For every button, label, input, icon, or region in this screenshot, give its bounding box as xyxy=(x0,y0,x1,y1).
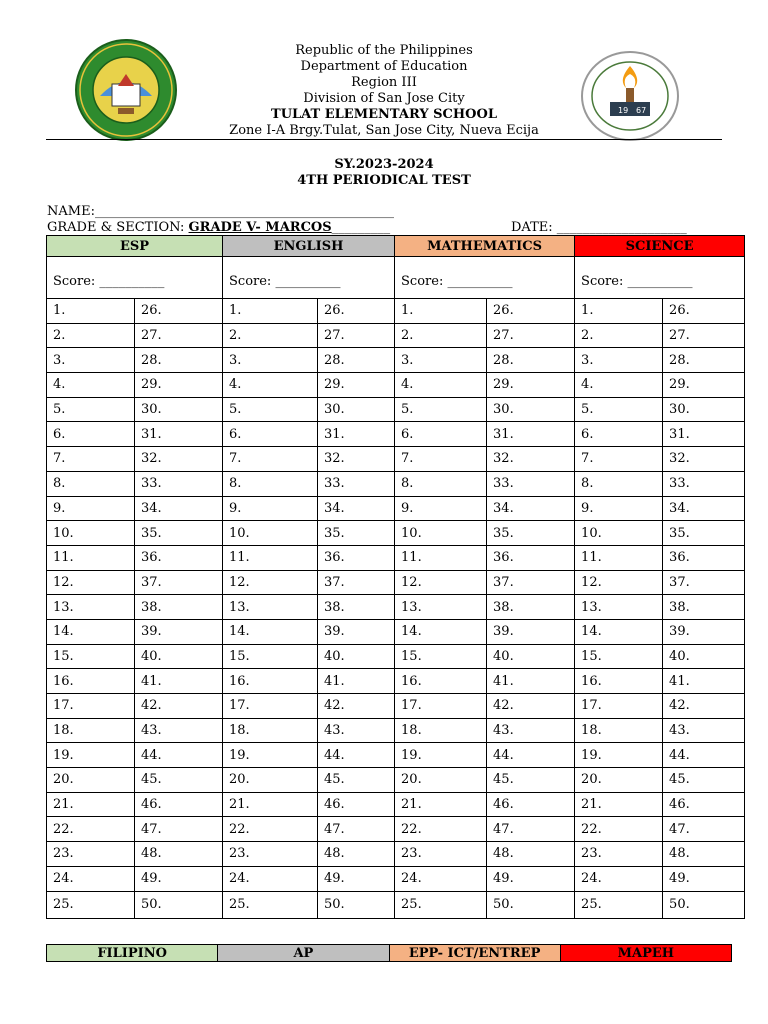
answer-cell-esp-45[interactable]: 45. xyxy=(135,768,223,793)
answer-cell-mathematics-3[interactable]: 3. xyxy=(395,348,487,373)
answer-cell-mathematics-46[interactable]: 46. xyxy=(487,792,575,817)
grade-section-field xyxy=(47,220,390,235)
answer-cell-mathematics-17[interactable]: 17. xyxy=(395,694,487,719)
answer-cell-science-48[interactable]: 48. xyxy=(663,842,745,867)
answer-cell-esp-26[interactable]: 26. xyxy=(135,299,223,324)
answer-cell-science-10[interactable]: 10. xyxy=(575,521,663,546)
answer-cell-esp-41[interactable]: 41. xyxy=(135,669,223,694)
answer-cell-esp-27[interactable]: 27. xyxy=(135,323,223,348)
answer-cell-esp-25[interactable]: 25. xyxy=(47,891,135,918)
answer-cell-english-43[interactable]: 43. xyxy=(318,718,395,743)
answer-cell-english-16[interactable]: 16. xyxy=(223,669,318,694)
answer-cell-mathematics-7[interactable]: 7. xyxy=(395,447,487,472)
answer-cell-english-45[interactable]: 45. xyxy=(318,768,395,793)
answer-row xyxy=(47,570,745,595)
answer-cell-esp-40[interactable]: 40. xyxy=(135,644,223,669)
footer-subject-ap: AP xyxy=(218,945,389,962)
answer-cell-mathematics-35[interactable]: 35. xyxy=(487,521,575,546)
answer-cell-esp-7[interactable]: 7. xyxy=(47,447,135,472)
answer-row xyxy=(47,471,745,496)
subject-header-science: SCIENCE xyxy=(575,236,745,257)
answer-cell-english-37[interactable]: 37. xyxy=(318,570,395,595)
answer-cell-mathematics-26[interactable]: 26. xyxy=(487,299,575,324)
answer-cell-esp-2[interactable]: 2. xyxy=(47,323,135,348)
answer-cell-english-5[interactable]: 5. xyxy=(223,397,318,422)
answer-cell-mathematics-9[interactable]: 9. xyxy=(395,496,487,521)
name-field[interactable] xyxy=(47,204,394,219)
answer-cell-mathematics-12[interactable]: 12. xyxy=(395,570,487,595)
answer-cell-science-50[interactable]: 50. xyxy=(663,891,745,918)
answer-row xyxy=(47,792,745,817)
answer-cell-english-3[interactable]: 3. xyxy=(223,348,318,373)
answer-cell-english-21[interactable]: 21. xyxy=(223,792,318,817)
answer-cell-science-30[interactable]: 30. xyxy=(663,397,745,422)
answer-cell-mathematics-31[interactable]: 31. xyxy=(487,422,575,447)
answer-cell-mathematics-45[interactable]: 45. xyxy=(487,768,575,793)
answer-cell-english-18[interactable]: 18. xyxy=(223,718,318,743)
answer-cell-mathematics-1[interactable]: 1. xyxy=(395,299,487,324)
answer-cell-science-2[interactable]: 2. xyxy=(575,323,663,348)
answer-cell-science-35[interactable]: 35. xyxy=(663,521,745,546)
answer-cell-science-11[interactable]: 11. xyxy=(575,545,663,570)
subject-header-mathematics: MATHEMATICS xyxy=(395,236,575,257)
answer-cell-english-33[interactable]: 33. xyxy=(318,471,395,496)
answer-cell-esp-48[interactable]: 48. xyxy=(135,842,223,867)
answer-row xyxy=(47,521,745,546)
answer-cell-science-42[interactable]: 42. xyxy=(663,694,745,719)
answer-cell-esp-42[interactable]: 42. xyxy=(135,694,223,719)
score-field-esp[interactable]: Score: __________ xyxy=(47,257,223,299)
name-blank: ______________________________________________ xyxy=(94,204,394,219)
answer-cell-mathematics-37[interactable]: 37. xyxy=(487,570,575,595)
answer-cell-science-7[interactable]: 7. xyxy=(575,447,663,472)
answer-cell-mathematics-4[interactable]: 4. xyxy=(395,373,487,398)
answer-cell-english-10[interactable]: 10. xyxy=(223,521,318,546)
answer-cell-english-34[interactable]: 34. xyxy=(318,496,395,521)
answer-cell-esp-3[interactable]: 3. xyxy=(47,348,135,373)
grade-label: GRADE & SECTION: xyxy=(47,220,189,235)
answer-cell-science-26[interactable]: 26. xyxy=(663,299,745,324)
answer-cell-science-40[interactable]: 40. xyxy=(663,644,745,669)
answer-cell-mathematics-40[interactable]: 40. xyxy=(487,644,575,669)
grade-value: GRADE V- MARCOS xyxy=(188,220,332,235)
answer-cell-english-15[interactable]: 15. xyxy=(223,644,318,669)
answer-cell-mathematics-18[interactable]: 18. xyxy=(395,718,487,743)
name-label: NAME: xyxy=(47,204,95,219)
answer-cell-esp-35[interactable]: 35. xyxy=(135,521,223,546)
score-field-mathematics[interactable]: Score: __________ xyxy=(395,257,575,299)
answer-cell-english-30[interactable]: 30. xyxy=(318,397,395,422)
answer-cell-english-29[interactable]: 29. xyxy=(318,373,395,398)
answer-cell-esp-31[interactable]: 31. xyxy=(135,422,223,447)
answer-row xyxy=(47,496,745,521)
answer-row xyxy=(47,694,745,719)
answer-cell-esp-15[interactable]: 15. xyxy=(47,644,135,669)
school-header xyxy=(160,43,608,139)
answer-cell-esp-8[interactable]: 8. xyxy=(47,471,135,496)
answer-cell-mathematics-21[interactable]: 21. xyxy=(395,792,487,817)
answer-cell-science-36[interactable]: 36. xyxy=(663,545,745,570)
header-department: Department of Education xyxy=(300,59,468,74)
answer-cell-english-40[interactable]: 40. xyxy=(318,644,395,669)
answer-row xyxy=(47,743,745,768)
answer-cell-mathematics-34[interactable]: 34. xyxy=(487,496,575,521)
tulat-school-seal xyxy=(578,48,682,144)
answer-cell-science-5[interactable]: 5. xyxy=(575,397,663,422)
answer-cell-mathematics-8[interactable]: 8. xyxy=(395,471,487,496)
answer-cell-esp-13[interactable]: 13. xyxy=(47,595,135,620)
answer-cell-mathematics-43[interactable]: 43. xyxy=(487,718,575,743)
answer-cell-science-13[interactable]: 13. xyxy=(575,595,663,620)
answer-cell-english-9[interactable]: 9. xyxy=(223,496,318,521)
answer-cell-science-44[interactable]: 44. xyxy=(663,743,745,768)
answer-cell-mathematics-16[interactable]: 16. xyxy=(395,669,487,694)
answer-cell-esp-9[interactable]: 9. xyxy=(47,496,135,521)
answer-cell-english-47[interactable]: 47. xyxy=(318,817,395,842)
answer-cell-english-20[interactable]: 20. xyxy=(223,768,318,793)
answer-cell-science-24[interactable]: 24. xyxy=(575,866,663,891)
answer-cell-science-32[interactable]: 32. xyxy=(663,447,745,472)
answer-cell-esp-39[interactable]: 39. xyxy=(135,619,223,644)
footer-subject-mapeh: MAPEH xyxy=(560,945,731,962)
answer-cell-mathematics-14[interactable]: 14. xyxy=(395,619,487,644)
answer-cell-esp-24[interactable]: 24. xyxy=(47,866,135,891)
answer-cell-science-45[interactable]: 45. xyxy=(663,768,745,793)
answer-cell-english-24[interactable]: 24. xyxy=(223,866,318,891)
answer-cell-science-34[interactable]: 34. xyxy=(663,496,745,521)
answer-cell-esp-44[interactable]: 44. xyxy=(135,743,223,768)
answer-row xyxy=(47,447,745,472)
answer-row xyxy=(47,718,745,743)
answer-cell-esp-19[interactable]: 19. xyxy=(47,743,135,768)
answer-cell-mathematics-20[interactable]: 20. xyxy=(395,768,487,793)
answer-cell-mathematics-42[interactable]: 42. xyxy=(487,694,575,719)
answer-cell-science-29[interactable]: 29. xyxy=(663,373,745,398)
answer-row xyxy=(47,866,745,891)
answer-cell-english-35[interactable]: 35. xyxy=(318,521,395,546)
subject-header-english: ENGLISH xyxy=(223,236,395,257)
answer-cell-science-21[interactable]: 21. xyxy=(575,792,663,817)
answer-cell-science-17[interactable]: 17. xyxy=(575,694,663,719)
answer-cell-esp-46[interactable]: 46. xyxy=(135,792,223,817)
answer-cell-mathematics-48[interactable]: 48. xyxy=(487,842,575,867)
answer-cell-mathematics-50[interactable]: 50. xyxy=(487,891,575,918)
answer-cell-science-18[interactable]: 18. xyxy=(575,718,663,743)
seal-year-right: 67 xyxy=(636,106,647,115)
answer-cell-mathematics-29[interactable]: 29. xyxy=(487,373,575,398)
answer-cell-science-25[interactable]: 25. xyxy=(575,891,663,918)
answer-cell-english-19[interactable]: 19. xyxy=(223,743,318,768)
answer-row xyxy=(47,891,745,918)
answer-cell-mathematics-30[interactable]: 30. xyxy=(487,397,575,422)
date-label: DATE: xyxy=(511,220,557,235)
answer-row xyxy=(47,595,745,620)
answer-cell-english-2[interactable]: 2. xyxy=(223,323,318,348)
answer-cell-esp-33[interactable]: 33. xyxy=(135,471,223,496)
answer-row xyxy=(47,373,745,398)
answer-cell-science-47[interactable]: 47. xyxy=(663,817,745,842)
answer-cell-mathematics-23[interactable]: 23. xyxy=(395,842,487,867)
answer-cell-english-25[interactable]: 25. xyxy=(223,891,318,918)
answer-cell-esp-16[interactable]: 16. xyxy=(47,669,135,694)
answer-row xyxy=(47,323,745,348)
answer-cell-esp-4[interactable]: 4. xyxy=(47,373,135,398)
answer-cell-english-32[interactable]: 32. xyxy=(318,447,395,472)
header-republic: Republic of the Philippines xyxy=(295,43,473,58)
answer-cell-mathematics-32[interactable]: 32. xyxy=(487,447,575,472)
answer-cell-english-7[interactable]: 7. xyxy=(223,447,318,472)
footer-subject-epp: EPP- ICT/ENTREP xyxy=(389,945,560,962)
answer-cell-english-28[interactable]: 28. xyxy=(318,348,395,373)
answer-cell-science-4[interactable]: 4. xyxy=(575,373,663,398)
answer-cell-esp-32[interactable]: 32. xyxy=(135,447,223,472)
answer-cell-esp-29[interactable]: 29. xyxy=(135,373,223,398)
answer-cell-english-6[interactable]: 6. xyxy=(223,422,318,447)
answer-cell-science-9[interactable]: 9. xyxy=(575,496,663,521)
answer-cell-english-22[interactable]: 22. xyxy=(223,817,318,842)
answer-cell-esp-36[interactable]: 36. xyxy=(135,545,223,570)
answer-cell-mathematics-11[interactable]: 11. xyxy=(395,545,487,570)
answer-cell-mathematics-49[interactable]: 49. xyxy=(487,866,575,891)
answer-row xyxy=(47,817,745,842)
answer-cell-english-48[interactable]: 48. xyxy=(318,842,395,867)
answer-cell-english-12[interactable]: 12. xyxy=(223,570,318,595)
answer-cell-mathematics-2[interactable]: 2. xyxy=(395,323,487,348)
test-titles xyxy=(0,157,768,189)
answer-cell-english-31[interactable]: 31. xyxy=(318,422,395,447)
answer-cell-science-23[interactable]: 23. xyxy=(575,842,663,867)
answer-cell-science-20[interactable]: 20. xyxy=(575,768,663,793)
footer-subject-filipino: FILIPINO xyxy=(47,945,218,962)
answer-cell-english-44[interactable]: 44. xyxy=(318,743,395,768)
answer-cell-mathematics-22[interactable]: 22. xyxy=(395,817,487,842)
answer-cell-mathematics-41[interactable]: 41. xyxy=(487,669,575,694)
answer-cell-esp-17[interactable]: 17. xyxy=(47,694,135,719)
answer-cell-english-49[interactable]: 49. xyxy=(318,866,395,891)
seal-year-left: 19 xyxy=(618,106,629,115)
answer-cell-english-27[interactable]: 27. xyxy=(318,323,395,348)
answer-cell-esp-21[interactable]: 21. xyxy=(47,792,135,817)
header-divider xyxy=(46,139,722,140)
answer-cell-mathematics-13[interactable]: 13. xyxy=(395,595,487,620)
answer-cell-science-28[interactable]: 28. xyxy=(663,348,745,373)
school-year: SY.2023-2024 xyxy=(334,157,434,172)
answer-cell-esp-43[interactable]: 43. xyxy=(135,718,223,743)
answer-cell-esp-23[interactable]: 23. xyxy=(47,842,135,867)
answer-cell-mathematics-24[interactable]: 24. xyxy=(395,866,487,891)
answer-cell-esp-37[interactable]: 37. xyxy=(135,570,223,595)
answer-cell-esp-1[interactable]: 1. xyxy=(47,299,135,324)
answer-cell-english-11[interactable]: 11. xyxy=(223,545,318,570)
answer-cell-mathematics-6[interactable]: 6. xyxy=(395,422,487,447)
answer-cell-english-4[interactable]: 4. xyxy=(223,373,318,398)
answer-cell-english-50[interactable]: 50. xyxy=(318,891,395,918)
date-field[interactable] xyxy=(511,220,687,235)
score-field-english[interactable]: Score: __________ xyxy=(223,257,395,299)
header-division: Division of San Jose City xyxy=(303,91,465,106)
answer-cell-science-43[interactable]: 43. xyxy=(663,718,745,743)
answer-cell-science-27[interactable]: 27. xyxy=(663,323,745,348)
test-title: 4TH PERIODICAL TEST xyxy=(297,173,471,188)
answer-cell-mathematics-10[interactable]: 10. xyxy=(395,521,487,546)
answer-cell-science-1[interactable]: 1. xyxy=(575,299,663,324)
score-field-science[interactable]: Score: __________ xyxy=(575,257,745,299)
header-school-name: TULAT ELEMENTARY SCHOOL xyxy=(271,107,497,122)
answer-cell-english-1[interactable]: 1. xyxy=(223,299,318,324)
answer-cell-mathematics-38[interactable]: 38. xyxy=(487,595,575,620)
answer-cell-mathematics-39[interactable]: 39. xyxy=(487,619,575,644)
answer-cell-science-22[interactable]: 22. xyxy=(575,817,663,842)
answer-cell-science-6[interactable]: 6. xyxy=(575,422,663,447)
answer-cell-science-14[interactable]: 14. xyxy=(575,619,663,644)
answer-cell-english-46[interactable]: 46. xyxy=(318,792,395,817)
answer-cell-english-41[interactable]: 41. xyxy=(318,669,395,694)
answer-cell-esp-12[interactable]: 12. xyxy=(47,570,135,595)
answer-row xyxy=(47,669,745,694)
answer-cell-mathematics-27[interactable]: 27. xyxy=(487,323,575,348)
answer-cell-english-23[interactable]: 23. xyxy=(223,842,318,867)
answer-cell-esp-49[interactable]: 49. xyxy=(135,866,223,891)
answer-cell-esp-10[interactable]: 10. xyxy=(47,521,135,546)
header-region: Region III xyxy=(351,75,417,90)
header-address: Zone I-A Brgy.Tulat, San Jose City, Nueva Ecija xyxy=(229,123,539,138)
answer-cell-science-3[interactable]: 3. xyxy=(575,348,663,373)
answer-rows xyxy=(47,299,745,919)
answer-cell-mathematics-28[interactable]: 28. xyxy=(487,348,575,373)
answer-cell-science-33[interactable]: 33. xyxy=(663,471,745,496)
answer-cell-science-15[interactable]: 15. xyxy=(575,644,663,669)
answer-cell-science-16[interactable]: 16. xyxy=(575,669,663,694)
answer-row xyxy=(47,348,745,373)
footer-subjects-table xyxy=(46,944,732,962)
answer-cell-mathematics-33[interactable]: 33. xyxy=(487,471,575,496)
answer-cell-esp-47[interactable]: 47. xyxy=(135,817,223,842)
answer-cell-english-39[interactable]: 39. xyxy=(318,619,395,644)
answer-row xyxy=(47,768,745,793)
answer-cell-esp-50[interactable]: 50. xyxy=(135,891,223,918)
answer-cell-science-31[interactable]: 31. xyxy=(663,422,745,447)
answer-cell-mathematics-5[interactable]: 5. xyxy=(395,397,487,422)
answer-cell-esp-38[interactable]: 38. xyxy=(135,595,223,620)
answer-cell-english-26[interactable]: 26. xyxy=(318,299,395,324)
answer-cell-esp-20[interactable]: 20. xyxy=(47,768,135,793)
subject-header-esp: ESP xyxy=(47,236,223,257)
answer-row xyxy=(47,299,745,324)
answer-row xyxy=(47,619,745,644)
answer-cell-english-13[interactable]: 13. xyxy=(223,595,318,620)
answer-cell-mathematics-47[interactable]: 47. xyxy=(487,817,575,842)
answer-cell-science-12[interactable]: 12. xyxy=(575,570,663,595)
answer-cell-esp-6[interactable]: 6. xyxy=(47,422,135,447)
answer-cell-esp-28[interactable]: 28. xyxy=(135,348,223,373)
answer-cell-esp-14[interactable]: 14. xyxy=(47,619,135,644)
answer-cell-science-39[interactable]: 39. xyxy=(663,619,745,644)
answer-cell-science-37[interactable]: 37. xyxy=(663,570,745,595)
answer-cell-english-42[interactable]: 42. xyxy=(318,694,395,719)
answer-row xyxy=(47,644,745,669)
date-blank: ____________________ xyxy=(556,220,687,235)
answer-cell-science-8[interactable]: 8. xyxy=(575,471,663,496)
answer-cell-science-41[interactable]: 41. xyxy=(663,669,745,694)
answer-cell-esp-34[interactable]: 34. xyxy=(135,496,223,521)
answer-cell-english-17[interactable]: 17. xyxy=(223,694,318,719)
answer-cell-mathematics-44[interactable]: 44. xyxy=(487,743,575,768)
answer-row xyxy=(47,545,745,570)
answer-cell-esp-18[interactable]: 18. xyxy=(47,718,135,743)
answer-cell-science-49[interactable]: 49. xyxy=(663,866,745,891)
answer-cell-mathematics-25[interactable]: 25. xyxy=(395,891,487,918)
answer-cell-english-8[interactable]: 8. xyxy=(223,471,318,496)
answer-cell-mathematics-19[interactable]: 19. xyxy=(395,743,487,768)
answer-cell-english-14[interactable]: 14. xyxy=(223,619,318,644)
answer-cell-esp-30[interactable]: 30. xyxy=(135,397,223,422)
answer-cell-esp-5[interactable]: 5. xyxy=(47,397,135,422)
answer-cell-mathematics-36[interactable]: 36. xyxy=(487,545,575,570)
answer-cell-english-38[interactable]: 38. xyxy=(318,595,395,620)
answer-cell-science-38[interactable]: 38. xyxy=(663,595,745,620)
grade-blank: _________ xyxy=(331,220,391,235)
answer-cell-science-19[interactable]: 19. xyxy=(575,743,663,768)
answer-row xyxy=(47,842,745,867)
answer-cell-esp-11[interactable]: 11. xyxy=(47,545,135,570)
answer-row xyxy=(47,397,745,422)
answer-sheet-table xyxy=(46,235,745,919)
answer-row xyxy=(47,422,745,447)
answer-cell-esp-22[interactable]: 22. xyxy=(47,817,135,842)
answer-cell-science-46[interactable]: 46. xyxy=(663,792,745,817)
answer-cell-mathematics-15[interactable]: 15. xyxy=(395,644,487,669)
answer-cell-english-36[interactable]: 36. xyxy=(318,545,395,570)
